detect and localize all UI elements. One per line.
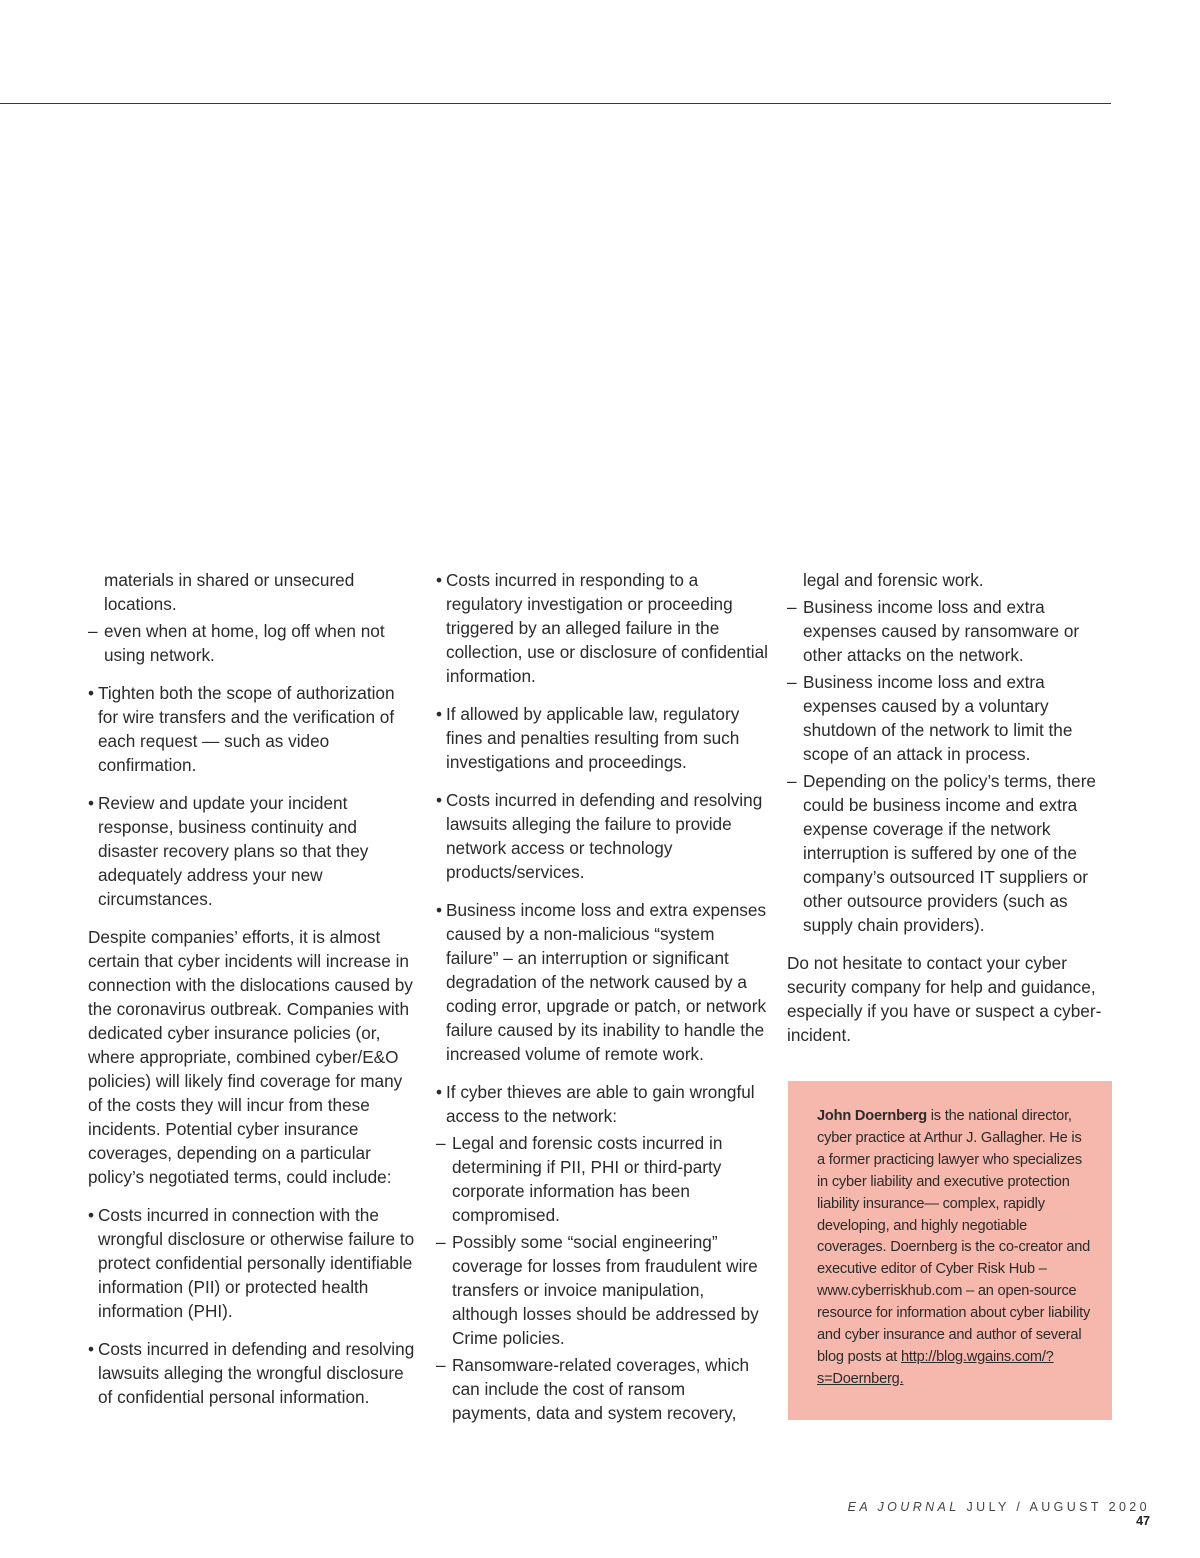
dash-item: – Possibly some “social engineering” coverage for losses from fraudulent wire transfers or invoice manipulation, although losses should be addressed by Crime policies. [436,1230,768,1350]
dash-item: – even when at home, log off when not using network. [88,619,418,667]
bullet-item: • Tighten both the scope of authorization for wire transfers and the verification of each request — such as video confirmation. [88,681,418,777]
bullet-item: • If allowed by applicable law, regulatory fines and penalties resulting from such investigations and proceedings. [436,702,768,774]
dash-item: – Ransomware-related coverages, which can include the cost of ransom payments, data and system recovery, [436,1353,768,1425]
column-3 [787,568,1117,1061]
body-paragraph: Do not hesitate to contact your cyber security company for help and guidance, especially if you have or suspect a cyber-incident. [787,953,1102,1045]
column-2 [436,568,768,1428]
issue-date: JULY / AUGUST 2020 [966,1500,1150,1514]
author-bio-box [788,1081,1112,1420]
bullet-item: • Costs incurred in defending and resolving lawsuits alleging the wrongful disclosure of confidential personal information. [88,1337,418,1409]
dash-item: – Business income loss and extra expenses caused by ransomware or other attacks on the network. [787,595,1117,667]
bullet-item: • Business income loss and extra expenses caused by a non-malicious “system failure” – an interruption or significant degradation of the network caused by a coding error, upgrade or patch, or network failure caused by its inability to handle the increased volume of remote work. [436,898,768,1066]
continued-dash-text: materials in shared or unsecured locations. [104,570,355,614]
journal-name: EA JOURNAL [847,1500,960,1514]
header-rule [0,103,1111,104]
page-footer [820,1500,1150,1528]
column-1 [88,568,418,1423]
author-name: John Doernberg [817,1108,927,1124]
bullet-item: • Costs incurred in responding to a regulatory investigation or proceeding triggered by an alleged failure in the collection, use or disclosure of confidential information. [436,568,768,688]
bullet-item: • Review and update your incident response, business continuity and disaster recovery plans so that they adequately address your new circumstances. [88,791,418,911]
bullet-item: • If cyber thieves are able to gain wrongful access to the network: [436,1080,768,1128]
dash-item: – Legal and forensic costs incurred in determining if PII, PHI or third-party corporate information has been compromised. [436,1131,768,1227]
dash-item: – Business income loss and extra expenses caused by a voluntary shutdown of the network to limit the scope of an attack in process. [787,670,1117,766]
dash-item: – Depending on the policy’s terms, there could be business income and extra expense coverage if the network interruption is suffered by one of the company’s outsourced IT suppliers or other outsource providers (such as supply chain providers). [787,769,1117,937]
blog-link[interactable]: http://blog.wgains.com/?s=Doernberg. [817,1348,1054,1387]
author-bio-text: is the national director, cyber practice at Arthur J. Gallagher. He is a former practicing lawyer who specializes in cyber liability and executive protection liability insurance— complex, rapidly developing, and highly negotiable coverages. Doernberg is the co-creator and executive editor of Cyber Risk Hub – www.cyberriskhub.com – an open-source resource for information about cyber liability and cyber insurance and author of several blog posts at [817,1108,1091,1365]
body-paragraph: Despite companies’ efforts, it is almost certain that cyber incidents will increase in connection with the dislocations caused by the coronavirus outbreak. Companies with dedicated cyber insurance policies (or, where appropriate, combined cyber/E&O policies) will likely find coverage for many of the costs they will incur from these incidents. Potential cyber insurance coverages, depending on a particular policy’s negotiated terms, could include: [88,927,413,1187]
bullet-item: • Costs incurred in connection with the wrongful disclosure or otherwise failure to protect confidential personally identifiable information (PII) or protected health information (PHI). [88,1203,418,1323]
bullet-item: • Costs incurred in defending and resolving lawsuits alleging the failure to provide network access or technology products/services. [436,788,768,884]
page-number: 47 [1136,1514,1150,1528]
continued-dash-text: legal and forensic work. [803,570,984,590]
